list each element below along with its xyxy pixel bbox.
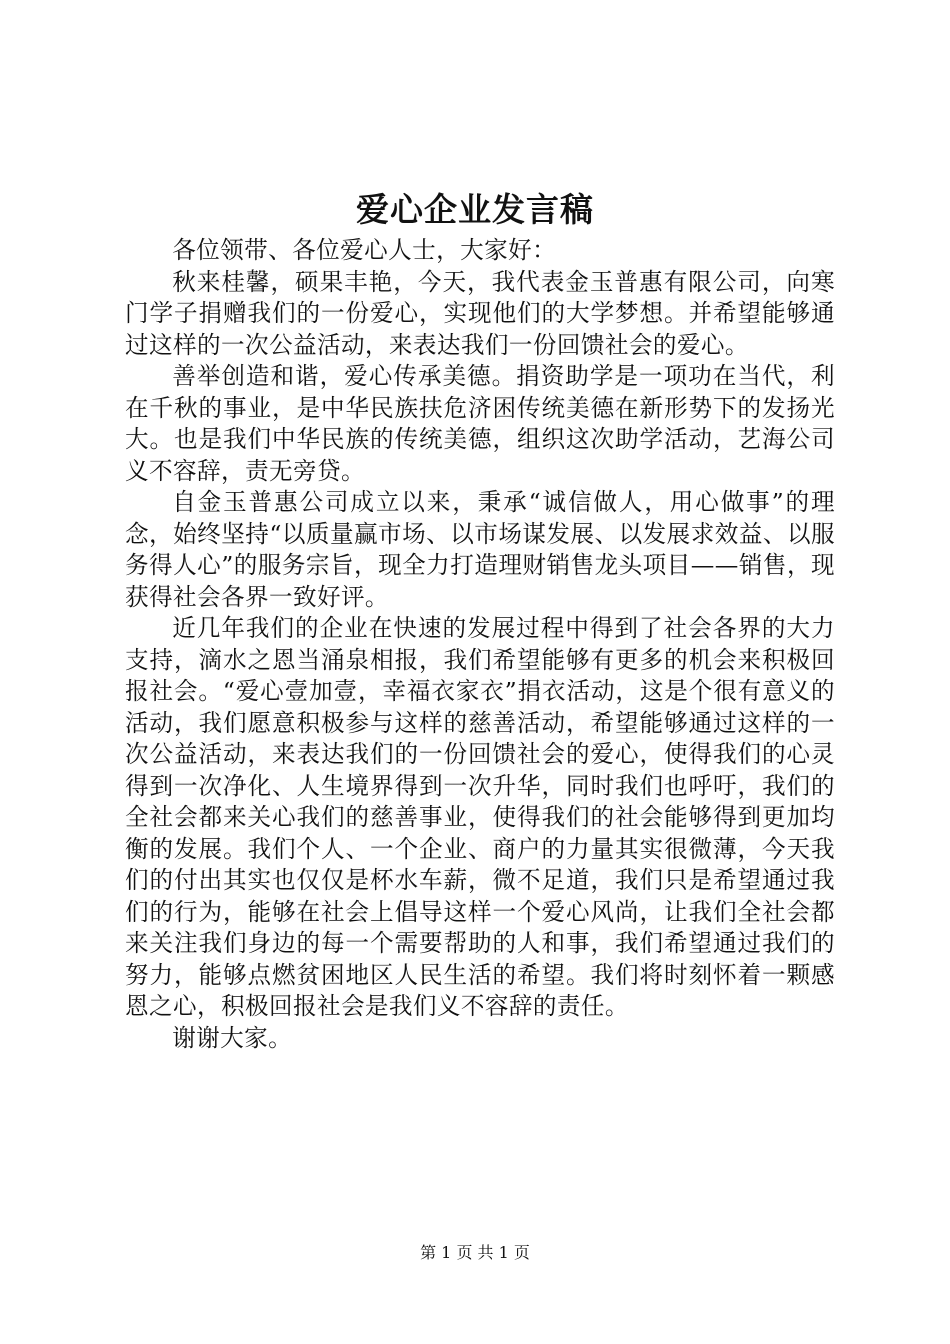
body-paragraph-4: 近几年我们的企业在快速的发展过程中得到了社会各界的大力支持，滴水之恩当涌泉相报，我们希望能够有更多的机会来积极回报社会。“爱心壹加壹，幸福衣家衣”捐衣活动，这是个很有意义的活动，我们愿意积极参与这样的慈善活动，希望能够通过这样的一次公益活动，来表达我们的一份回馈社会的爱心，使得我们的心灵得到一次净化、人生境界得到一次升华，同时我们也呼吁，我们的全社会都来关心我们的慈善事业，使得我们的社会能够得到更加均衡的发展。我们个人、一个企业、商户的力量其实很微薄，今天我们的付出其实也仅仅是杯水车薪，微不足道，我们只是希望通过我们的行为，能够在社会上倡导这样一个爱心风尚，让我们全社会都来关注我们身边的每一个需要帮助的人和事，我们希望通过我们的努力，能够点燃贫困地区人民生活的希望。我们将时刻怀着一颗感恩之心，积极回报社会是我们义不容辞的责任。 [125, 614, 835, 1020]
page-number-footer: 第 1 页 共 1 页 [420, 1243, 530, 1262]
document-body [125, 235, 835, 1054]
greeting-paragraph: 各位领带、各位爱心人士，大家好： [172, 236, 557, 264]
body-paragraph-1: 秋来桂馨，硕果丰艳，今天，我代表金玉普惠有限公司，向寒门学子捐赠我们的一份爱心，实现他们的大学梦想。并希望能够通过这样的一次公益活动，来表达我们一份回馈社会的爱心。 [125, 267, 835, 359]
body-paragraph-2: 善举创造和谐，爱心传承美德。捐资助学是一项功在当代，利在千秋的事业，是中华民族扶危济困传统美德在新形势下的发扬光大。也是我们中华民族的传统美德，组织这次助学活动，艺海公司义不容辞，责无旁贷。 [125, 362, 835, 485]
closing-paragraph: 谢谢大家。 [172, 1023, 293, 1052]
document-title: 爱心企业发言稿 [356, 190, 594, 229]
body-paragraph-3: 自金玉普惠公司成立以来，秉承“诚信做人，用心做事”的理念，始终坚持“以质量赢市场、以市场谋发展、以发展求效益、以服务得人心”的服务宗旨，现全力打造理财销售龙头项目——销售，现获得社会各界一致好评。 [125, 488, 835, 611]
